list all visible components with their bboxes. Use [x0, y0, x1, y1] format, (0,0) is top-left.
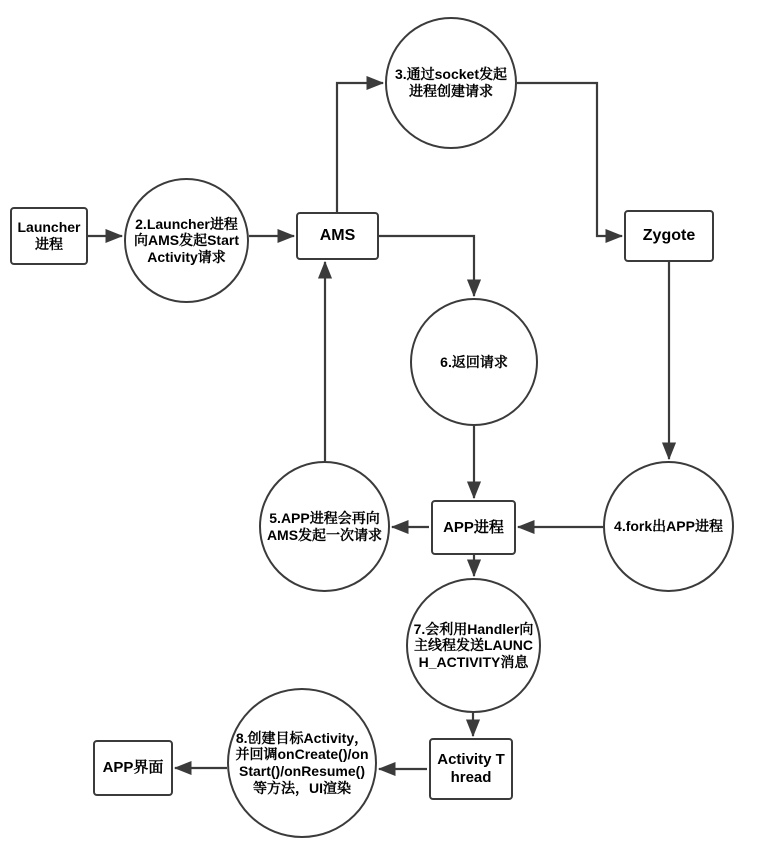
node-label-appui: APP界面: [102, 759, 164, 777]
edge-ams-to-step6: [379, 236, 474, 296]
node-label-step6: 6.返回请求: [440, 353, 508, 370]
node-label-step7: 7.会利用Handler向主线程发送LAUNCH_ACTIVITY消息: [413, 620, 534, 670]
node-step3: [385, 17, 517, 149]
node-label-step8: 8.创建目标Activity，并回调onCreate()/onStart()/onResume()等方法，UI渲染: [235, 729, 369, 796]
node-label-activitythread: Activity Thread: [437, 751, 505, 786]
node-label-launcher: Launcher进程: [17, 219, 81, 252]
node-ams: [296, 212, 379, 260]
node-label-ams: AMS: [319, 226, 356, 244]
node-appui: [93, 740, 173, 796]
node-step4: [603, 461, 734, 592]
node-zygote: [624, 210, 714, 262]
node-label-zygote: Zygote: [642, 226, 696, 244]
node-label-appprocess: APP进程: [443, 518, 504, 536]
node-label-step5: 5.APP进程会再向AMS发起一次请求: [266, 509, 383, 543]
node-step7: [406, 578, 541, 713]
node-step6: [410, 298, 538, 426]
node-activitythread: [429, 738, 513, 800]
node-label-step3: 3.通过socket发起进程创建请求: [394, 66, 508, 99]
node-step8: [227, 688, 377, 838]
node-step2: [124, 178, 249, 303]
node-label-step4: 4.fork出APP进程: [614, 518, 723, 535]
edge-ams-to-step3: [337, 83, 383, 212]
edge-step3-to-zygote: [517, 83, 622, 236]
node-step5: [259, 461, 390, 592]
node-label-step2: 2.Launcher进程向AMS发起StartActivity请求: [133, 215, 239, 265]
node-appprocess: [431, 500, 516, 555]
node-launcher: [10, 207, 88, 265]
